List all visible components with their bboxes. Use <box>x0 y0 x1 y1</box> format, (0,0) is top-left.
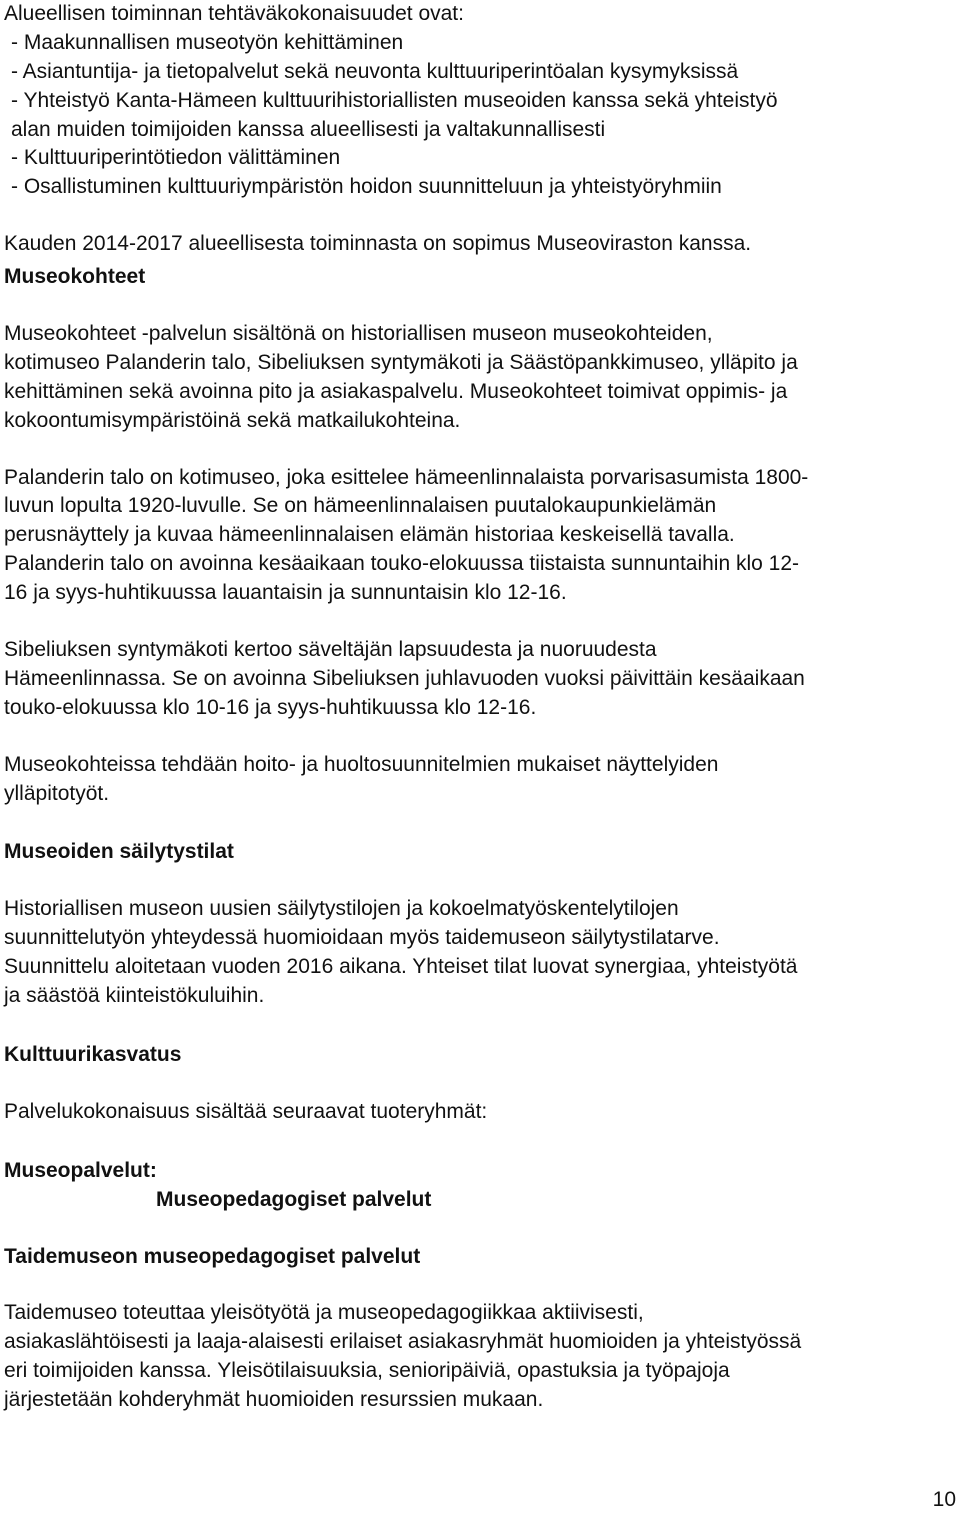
text-line: Sibeliuksen syntymäkoti kertoo säveltäjän lapsuudesta ja nuoruudesta <box>4 638 657 662</box>
text-line: Museokohteet -palvelun sisältönä on historiallisen museon museokohteiden, <box>4 322 713 346</box>
text-line: eri toimijoiden kanssa. Yleisötilaisuuksia, senioripäiviä, opastuksia ja työpajoja <box>4 1359 730 1383</box>
museopalvelut-label: Museopalvelut: <box>4 1158 157 1182</box>
text-line: kokoontumisympäristöinä sekä matkailukohteina. <box>4 408 461 432</box>
text-line: suunnittelutyön yhteydessä huomioidaan myös taidemuseon säilytystilatarve. <box>4 926 720 950</box>
section-heading-kulttuurikasvatus: Kulttuurikasvatus <box>4 1042 182 1066</box>
section-heading-sailytystilat: Museoiden säilytystilat <box>4 840 234 864</box>
text-line: ja säästöä kiinteistökuluihin. <box>4 984 265 1008</box>
intro-agreement: Kauden 2014-2017 alueellisesta toiminnasta on sopimus Museoviraston kanssa. <box>4 232 752 256</box>
text-line: ylläpitotyöt. <box>4 781 110 805</box>
kulttuurikasvatus-lead: Palvelukokonaisuus sisältää seuraavat tuoteryhmät: <box>4 1099 488 1123</box>
museokohteet-paragraph-4 <box>4 751 956 809</box>
intro-item: - Kulttuuriperintötiedon välittäminen <box>11 146 341 170</box>
text-line: kehittäminen sekä avoinna pito ja asiakaspalvelu. Museokohteet toimivat oppimis- ja <box>4 379 788 403</box>
text-line: Palanderin talo on avoinna kesäaikaan touko-elokuussa tiistaista sunnuntaihin klo 12- <box>4 552 800 576</box>
intro-item: - Osallistuminen kulttuuriympäristön hoidon suunnitteluun ja yhteistyöryhmiin <box>11 175 722 199</box>
text-line: järjestetään kohderyhmät huomioiden resurssien mukaan. <box>4 1388 544 1412</box>
text-line: kotimuseo Palanderin talo, Sibeliuksen syntymäkoti ja Säästöpankkimuseo, ylläpito ja <box>4 350 798 374</box>
text-line: asiakaslähtöisesti ja laaja-alaisesti erilaiset asiakasryhmät huomioiden ja yhteistyössä <box>4 1330 802 1354</box>
intro-item: - Maakunnallisen museotyön kehittäminen <box>11 30 404 54</box>
text-line: Suunnittelu aloitetaan vuoden 2016 aikana. Yhteiset tilat luovat synergiaa, yhteistyötä <box>4 955 798 979</box>
document-page <box>4 0 956 1415</box>
sailytystilat-paragraph <box>4 895 956 1011</box>
museokohteet-section <box>4 263 956 808</box>
sailytystilat-section <box>4 838 956 1010</box>
intro-item: alan muiden toimijoiden kanssa alueellisesti ja valtakunnallisesti <box>11 117 606 141</box>
kulttuurikasvatus-section <box>4 1041 956 1415</box>
text-line: Taidemuseo toteuttaa yleisötyötä ja museopedagogiikkaa aktiivisesti, <box>4 1301 644 1325</box>
text-line: 16 ja syys-huhtikuussa lauantaisin ja sunnuntaisin klo 12-16. <box>4 581 567 605</box>
text-line: touko-elokuussa klo 10-16 ja syys-huhtikuussa klo 12-16. <box>4 695 537 719</box>
taidemuseo-heading: Taidemuseon museopedagogiset palvelut <box>4 1244 421 1268</box>
museopedagogiset-palvelut-label: Museopedagogiset palvelut <box>156 1187 432 1211</box>
intro-item: - Yhteistyö Kanta-Hämeen kulttuurihistoriallisten museoiden kanssa sekä yhteistyö <box>11 88 778 112</box>
section-heading-museokohteet: Museokohteet <box>4 265 146 289</box>
taidemuseo-paragraph <box>4 1299 956 1415</box>
intro-section <box>4 0 956 259</box>
page-number: 10 <box>932 1488 956 1511</box>
museokohteet-paragraph-2 <box>4 464 956 608</box>
text-line: Historiallisen museon uusien säilytystilojen ja kokoelmatyöskentelytilojen <box>4 897 679 921</box>
museokohteet-paragraph-3 <box>4 636 956 723</box>
museokohteet-paragraph-1 <box>4 320 956 436</box>
intro-item: - Asiantuntija- ja tietopalvelut sekä neuvonta kulttuuriperintöalan kysymyksissä <box>11 59 739 83</box>
text-line: Palanderin talo on kotimuseo, joka esittelee hämeenlinnalaista porvarisasumista 1800- <box>4 465 809 489</box>
intro-lead: Alueellisen toiminnan tehtäväkokonaisuudet ovat: <box>4 2 464 25</box>
text-line: Hämeenlinnassa. Se on avoinna Sibeliuksen juhlavuoden vuoksi päivittäin kesäaikaan <box>4 666 805 690</box>
text-line: luvun lopulta 1920-luvulle. Se on hämeenlinnalaisen puutalokaupunkielämän <box>4 494 717 518</box>
text-line: Museokohteissa tehdään hoito- ja huoltosuunnitelmien mukaiset näyttelyiden <box>4 752 719 776</box>
text-line: perusnäyttely ja kuvaa hämeenlinnalaisen elämän historiaa keskeisellä tavalla. <box>4 523 735 547</box>
